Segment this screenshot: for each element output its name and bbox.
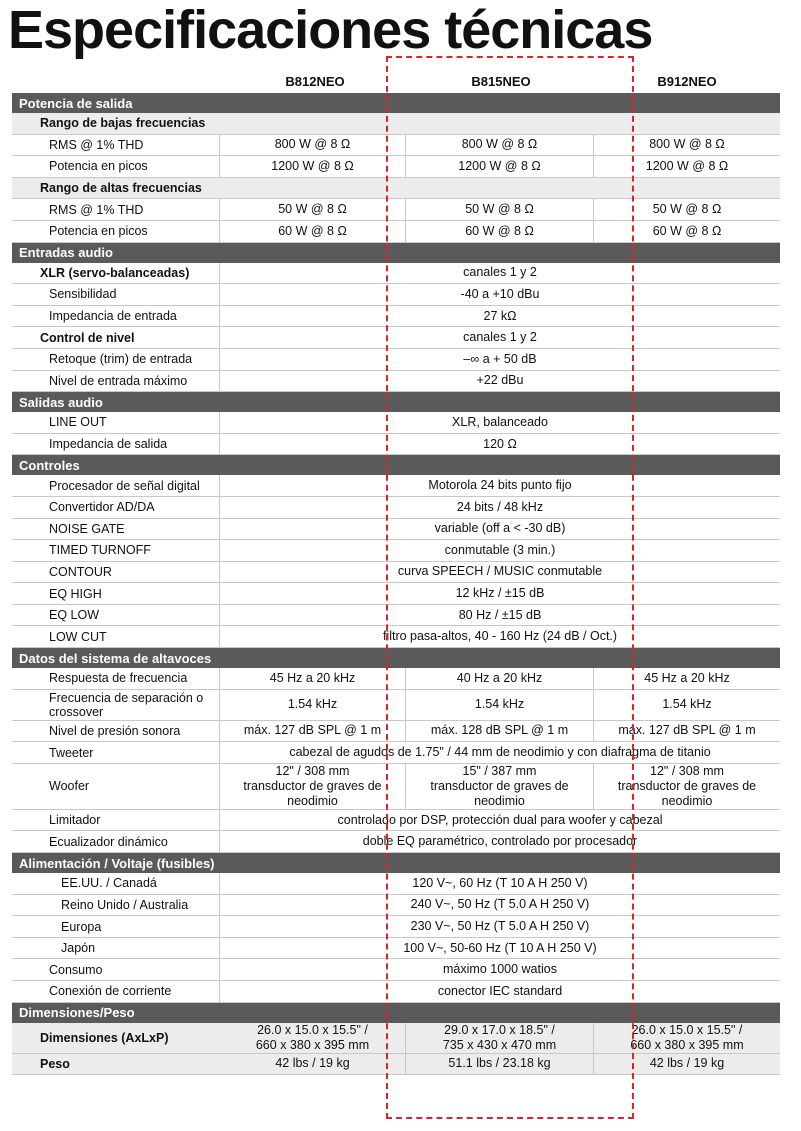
spec-row (12, 668, 780, 690)
spec-row (12, 605, 780, 627)
spec-value-b815neo: máx. 128 dB SPL @ 1 m (406, 721, 594, 742)
spec-value-shared: 240 V~, 50 Hz (T 5.0 A H 250 V) (410, 897, 590, 912)
spec-value-shared: XLR, balanceado (452, 414, 548, 429)
spec-label: EE.UU. / Canadá (12, 873, 220, 894)
spec-label: Frecuencia de separación o crossover (12, 690, 220, 720)
spec-label: Dimensiones (AxLxP) (40, 1030, 169, 1045)
spec-value-b812neo: máx. 127 dB SPL @ 1 m (220, 721, 406, 742)
spec-value-shared: conmutable (3 min.) (444, 542, 556, 557)
spec-row (12, 1023, 780, 1054)
spec-row (12, 284, 780, 306)
spec-row (12, 959, 780, 981)
spec-label: NOISE GATE (12, 519, 220, 540)
spec-label: TIMED TURNOFF (12, 540, 220, 561)
spec-value-b815neo: 15" / 387 mm transductor de graves de neodimio (406, 764, 594, 809)
spec-row (12, 199, 780, 221)
spec-label: RMS @ 1% THD (12, 199, 220, 220)
spec-label: LOW CUT (12, 626, 220, 647)
spec-row (12, 810, 780, 832)
spec-label: EQ LOW (12, 605, 220, 626)
spec-empty (220, 113, 780, 134)
spec-value-b912neo: 1.54 kHz (662, 697, 712, 712)
spec-empty (220, 178, 780, 199)
spec-value-b912neo: 26.0 x 15.0 x 15.5" / 660 x 380 x 395 mm (630, 1022, 744, 1052)
spec-value-shared: máximo 1000 watios (443, 962, 557, 977)
spec-value-b912neo: 50 W @ 8 Ω (652, 202, 722, 217)
spec-row (12, 178, 780, 200)
spec-value-b815neo: 1.54 kHz (406, 690, 594, 720)
spec-row (12, 583, 780, 605)
spec-label: Nivel de entrada máximo (12, 371, 220, 392)
spec-value-b815neo: 1200 W @ 8 Ω (406, 156, 594, 177)
spec-label: Woofer (12, 764, 220, 809)
spec-row (12, 916, 780, 938)
spec-row (12, 562, 780, 584)
spec-value-b815neo: 40 Hz a 20 kHz (406, 668, 594, 689)
spec-row (12, 764, 780, 810)
spec-row (12, 221, 780, 243)
spec-row (12, 873, 780, 895)
spec-row (12, 371, 780, 393)
spec-row (12, 540, 780, 562)
spec-label: Japón (12, 938, 220, 959)
spec-row (12, 938, 780, 960)
spec-value-b812neo: 1200 W @ 8 Ω (220, 156, 406, 177)
spec-row (12, 306, 780, 328)
spec-label: Consumo (12, 959, 220, 980)
spec-value-b812neo: 60 W @ 8 Ω (220, 221, 406, 242)
spec-value-b812neo: 800 W @ 8 Ω (220, 135, 406, 156)
spec-value-shared: 230 V~, 50 Hz (T 5.0 A H 250 V) (410, 919, 590, 934)
column-header-b812neo: B812NEO (285, 74, 345, 89)
section-header-entradas-audio: Entradas audio (12, 243, 780, 263)
spec-value-b815neo: 51.1 lbs / 23.18 kg (406, 1054, 594, 1075)
spec-label: Impedancia de salida (12, 434, 220, 455)
spec-label: Nivel de presión sonora (12, 721, 220, 742)
spec-value-b912neo: 45 Hz a 20 kHz (644, 670, 730, 685)
spec-value-shared: canales 1 y 2 (463, 330, 537, 345)
spec-value-shared: controlado por DSP, protección dual para woofer y cabezal (337, 812, 663, 827)
spec-value-shared: 100 V~, 50-60 Hz (T 10 A H 250 V) (403, 940, 597, 955)
spec-row (12, 981, 780, 1003)
spec-value-b912neo: 42 lbs / 19 kg (649, 1056, 725, 1071)
spec-value-b815neo: 800 W @ 8 Ω (406, 135, 594, 156)
page-title: Especificaciones técnicas (8, 0, 653, 60)
section-header-salidas-audio: Salidas audio (12, 392, 780, 412)
spec-label: Conexión de corriente (12, 981, 220, 1002)
spec-value-shared: conector IEC standard (437, 983, 563, 998)
spec-value-b812neo: 12" / 308 mm transductor de graves de neodimio (220, 764, 406, 809)
spec-label: Tweeter (12, 742, 220, 763)
spec-label: EQ HIGH (12, 583, 220, 604)
spec-row (12, 895, 780, 917)
spec-value-b812neo: 26.0 x 15.0 x 15.5" / 660 x 380 x 395 mm (220, 1023, 406, 1053)
spec-row (12, 519, 780, 541)
spec-label: LINE OUT (12, 412, 220, 433)
spec-row (12, 475, 780, 497)
spec-label: Rango de altas frecuencias (40, 181, 202, 196)
section-header-dimensiones-peso: Dimensiones/Peso (12, 1003, 780, 1023)
spec-row (12, 721, 780, 743)
spec-value-shared: 24 bits / 48 kHz (456, 499, 544, 514)
spec-value-b912neo: 1200 W @ 8 Ω (645, 158, 729, 173)
spec-label: Impedancia de entrada (12, 306, 220, 327)
spec-value-shared: 80 Hz / ±15 dB (458, 607, 542, 622)
spec-value-shared: cabezal de agudos de 1.75" / 44 mm de neodimio y con diafragma de titanio (289, 745, 711, 760)
spec-label: Convertidor AD/DA (12, 497, 220, 518)
spec-value-b815neo: 50 W @ 8 Ω (406, 199, 594, 220)
spec-value-shared: –∞ a + 50 dB (463, 351, 537, 366)
spec-label: Potencia en picos (12, 221, 220, 242)
spec-label: RMS @ 1% THD (12, 135, 220, 156)
spec-row (12, 497, 780, 519)
spec-value-b815neo: 60 W @ 8 Ω (406, 221, 594, 242)
spec-row (12, 412, 780, 434)
spec-value-shared: +22 dBu (476, 373, 524, 388)
spec-row (12, 434, 780, 456)
spec-row (12, 831, 780, 853)
section-header-controles: Controles (12, 455, 780, 475)
spec-row (12, 135, 780, 157)
spec-value-b912neo: 800 W @ 8 Ω (649, 137, 725, 152)
section-header-alimentacion-voltaje-fusibles: Alimentación / Voltaje (fusibles) (12, 853, 780, 873)
spec-table (12, 93, 780, 1075)
column-header-b815neo: B815NEO (471, 74, 531, 89)
spec-label: Retoque (trim) de entrada (12, 349, 220, 370)
section-header-datos-del-sistema-de-altavoces: Datos del sistema de altavoces (12, 648, 780, 668)
spec-value-shared: variable (off a < -30 dB) (434, 521, 566, 536)
spec-row (12, 742, 780, 764)
spec-label: CONTOUR (12, 562, 220, 583)
spec-value-b912neo: 60 W @ 8 Ω (652, 223, 722, 238)
spec-label: Respuesta de frecuencia (12, 668, 220, 689)
spec-value-shared: 120 V~, 60 Hz (T 10 A H 250 V) (412, 875, 588, 890)
spec-value-shared: doble EQ paramétrico, controlado por procesador (362, 834, 638, 849)
spec-label: Reino Unido / Australia (12, 895, 220, 916)
spec-value-b912neo: 12" / 308 mm transductor de graves de neodimio (617, 763, 757, 808)
spec-value-shared: 27 kΩ (483, 308, 517, 323)
spec-label: Peso (40, 1056, 70, 1071)
spec-row (12, 626, 780, 648)
spec-value-shared: canales 1 y 2 (463, 265, 537, 280)
spec-value-b812neo: 50 W @ 8 Ω (220, 199, 406, 220)
column-header-b912neo: B912NEO (657, 74, 717, 89)
spec-value-shared: curva SPEECH / MUSIC conmutable (397, 564, 603, 579)
spec-row (12, 1054, 780, 1076)
spec-row (12, 156, 780, 178)
spec-label: Ecualizador dinámico (12, 831, 220, 852)
spec-value-b812neo: 42 lbs / 19 kg (220, 1054, 406, 1075)
spec-row (12, 327, 780, 349)
spec-label: Europa (12, 916, 220, 937)
spec-value-b812neo: 45 Hz a 20 kHz (220, 668, 406, 689)
spec-row (12, 349, 780, 371)
spec-label: Rango de bajas frecuencias (40, 116, 206, 131)
spec-value-b815neo: 29.0 x 17.0 x 18.5" / 735 x 430 x 470 mm (406, 1023, 594, 1053)
spec-value-b912neo: máx. 127 dB SPL @ 1 m (618, 723, 756, 738)
spec-value-shared: Motorola 24 bits punto fijo (428, 478, 572, 493)
spec-row (12, 263, 780, 285)
spec-label: Limitador (12, 810, 220, 831)
spec-label: XLR (servo-balanceadas) (12, 263, 220, 284)
spec-row (12, 690, 780, 721)
spec-row (12, 113, 780, 135)
spec-label: Procesador de señal digital (12, 475, 220, 496)
spec-label: Sensibilidad (12, 284, 220, 305)
spec-value-b812neo: 1.54 kHz (220, 690, 406, 720)
spec-value-shared: 120 Ω (483, 436, 517, 451)
spec-value-shared: 12 kHz / ±15 dB (455, 586, 545, 601)
spec-label: Control de nivel (12, 327, 220, 348)
spec-label: Potencia en picos (12, 156, 220, 177)
spec-value-shared: filtro pasa-altos, 40 - 160 Hz (24 dB / Oct.) (382, 629, 618, 644)
section-header-potencia-de-salida: Potencia de salida (12, 93, 780, 113)
spec-value-shared: -40 a +10 dBu (460, 286, 540, 301)
